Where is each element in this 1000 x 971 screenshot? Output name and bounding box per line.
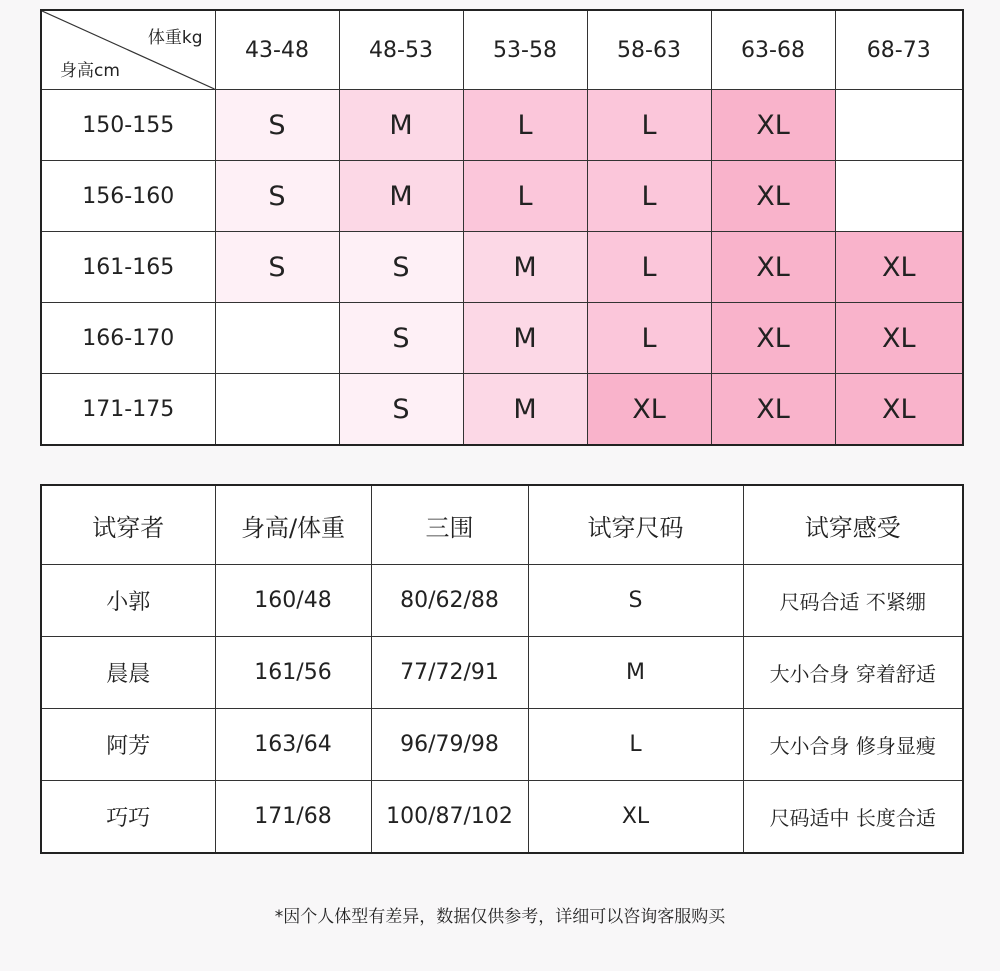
tryon-measurements-cell: 80/62/88 [371, 565, 528, 637]
tryon-size-cell: XL [528, 781, 743, 854]
tryon-name-cell: 阿芳 [41, 709, 215, 781]
tryon-height-weight-cell: 160/48 [215, 565, 371, 637]
tryon-header-cell: 试穿尺码 [528, 485, 743, 565]
size-cell: XL [711, 90, 835, 161]
tryon-height-weight-cell: 161/56 [215, 637, 371, 709]
size-cell: L [463, 90, 587, 161]
tryon-feel-cell: 大小合身 修身显瘦 [743, 709, 963, 781]
weight-range-header: 43-48 [215, 10, 339, 90]
tryon-table [40, 484, 964, 854]
tryon-measurements-cell: 100/87/102 [371, 781, 528, 854]
weight-range-header: 53-58 [463, 10, 587, 90]
tryon-feel-cell: 尺码合适 不紧绷 [743, 565, 963, 637]
size-cell: S [215, 232, 339, 303]
height-range-cell: 150-155 [41, 90, 215, 161]
tryon-feel-cell: 大小合身 穿着舒适 [743, 637, 963, 709]
tryon-header-cell: 身高/体重 [215, 485, 371, 565]
tryon-name-cell: 晨晨 [41, 637, 215, 709]
height-range-cell: 161-165 [41, 232, 215, 303]
size-cell: S [215, 90, 339, 161]
size-cell [835, 161, 963, 232]
tryon-measurements-cell: 96/79/98 [371, 709, 528, 781]
tryon-header-cell: 试穿者 [41, 485, 215, 565]
size-chart-row [41, 374, 963, 446]
tryon-height-weight-cell: 163/64 [215, 709, 371, 781]
size-chart-table [40, 9, 964, 446]
size-cell: L [587, 303, 711, 374]
size-cell: L [587, 90, 711, 161]
size-cell: XL [835, 232, 963, 303]
size-chart-row [41, 90, 963, 161]
tryon-feel-cell: 尺码适中 长度合适 [743, 781, 963, 854]
footnote: *因个人体型有差异，数据仅供参考，详细可以咨询客服购买 [274, 907, 726, 927]
size-cell: XL [835, 303, 963, 374]
tryon-header-cell: 试穿感受 [743, 485, 963, 565]
tryon-name-cell: 巧巧 [41, 781, 215, 854]
size-cell: M [463, 303, 587, 374]
height-axis-label: 身高cm [60, 61, 120, 81]
size-cell: M [339, 90, 463, 161]
size-cell: S [339, 303, 463, 374]
size-chart-header-row [41, 10, 963, 90]
size-chart-row [41, 232, 963, 303]
height-range-cell: 171-175 [41, 374, 215, 446]
size-cell: XL [711, 303, 835, 374]
size-cell: XL [587, 374, 711, 446]
tryon-row [41, 637, 963, 709]
tryon-size-cell: S [528, 565, 743, 637]
tryon-row [41, 709, 963, 781]
tryon-size-cell: M [528, 637, 743, 709]
tryon-name-cell: 小郭 [41, 565, 215, 637]
size-cell: M [463, 232, 587, 303]
size-cell: S [215, 161, 339, 232]
size-cell: XL [711, 374, 835, 446]
tryon-size-cell: L [528, 709, 743, 781]
size-cell: L [587, 232, 711, 303]
weight-axis-label: 体重kg [147, 28, 203, 48]
height-range-cell: 156-160 [41, 161, 215, 232]
size-cell [835, 90, 963, 161]
tryon-height-weight-cell: 171/68 [215, 781, 371, 854]
height-range-cell: 166-170 [41, 303, 215, 374]
size-cell: L [587, 161, 711, 232]
size-cell: XL [835, 374, 963, 446]
weight-range-header: 68-73 [835, 10, 963, 90]
size-cell: XL [711, 161, 835, 232]
size-cell [215, 374, 339, 446]
weight-range-header: 48-53 [339, 10, 463, 90]
weight-range-header: 58-63 [587, 10, 711, 90]
size-cell: M [463, 374, 587, 446]
tryon-measurements-cell: 77/72/91 [371, 637, 528, 709]
tryon-row [41, 781, 963, 854]
size-cell: M [339, 161, 463, 232]
size-cell [215, 303, 339, 374]
size-cell: S [339, 374, 463, 446]
size-chart-row [41, 161, 963, 232]
weight-range-header: 63-68 [711, 10, 835, 90]
size-cell: XL [711, 232, 835, 303]
size-chart-corner [41, 10, 215, 90]
size-cell: S [339, 232, 463, 303]
tryon-row [41, 565, 963, 637]
tryon-header-row [41, 485, 963, 565]
size-chart-row [41, 303, 963, 374]
tryon-header-cell: 三围 [371, 485, 528, 565]
size-cell: L [463, 161, 587, 232]
